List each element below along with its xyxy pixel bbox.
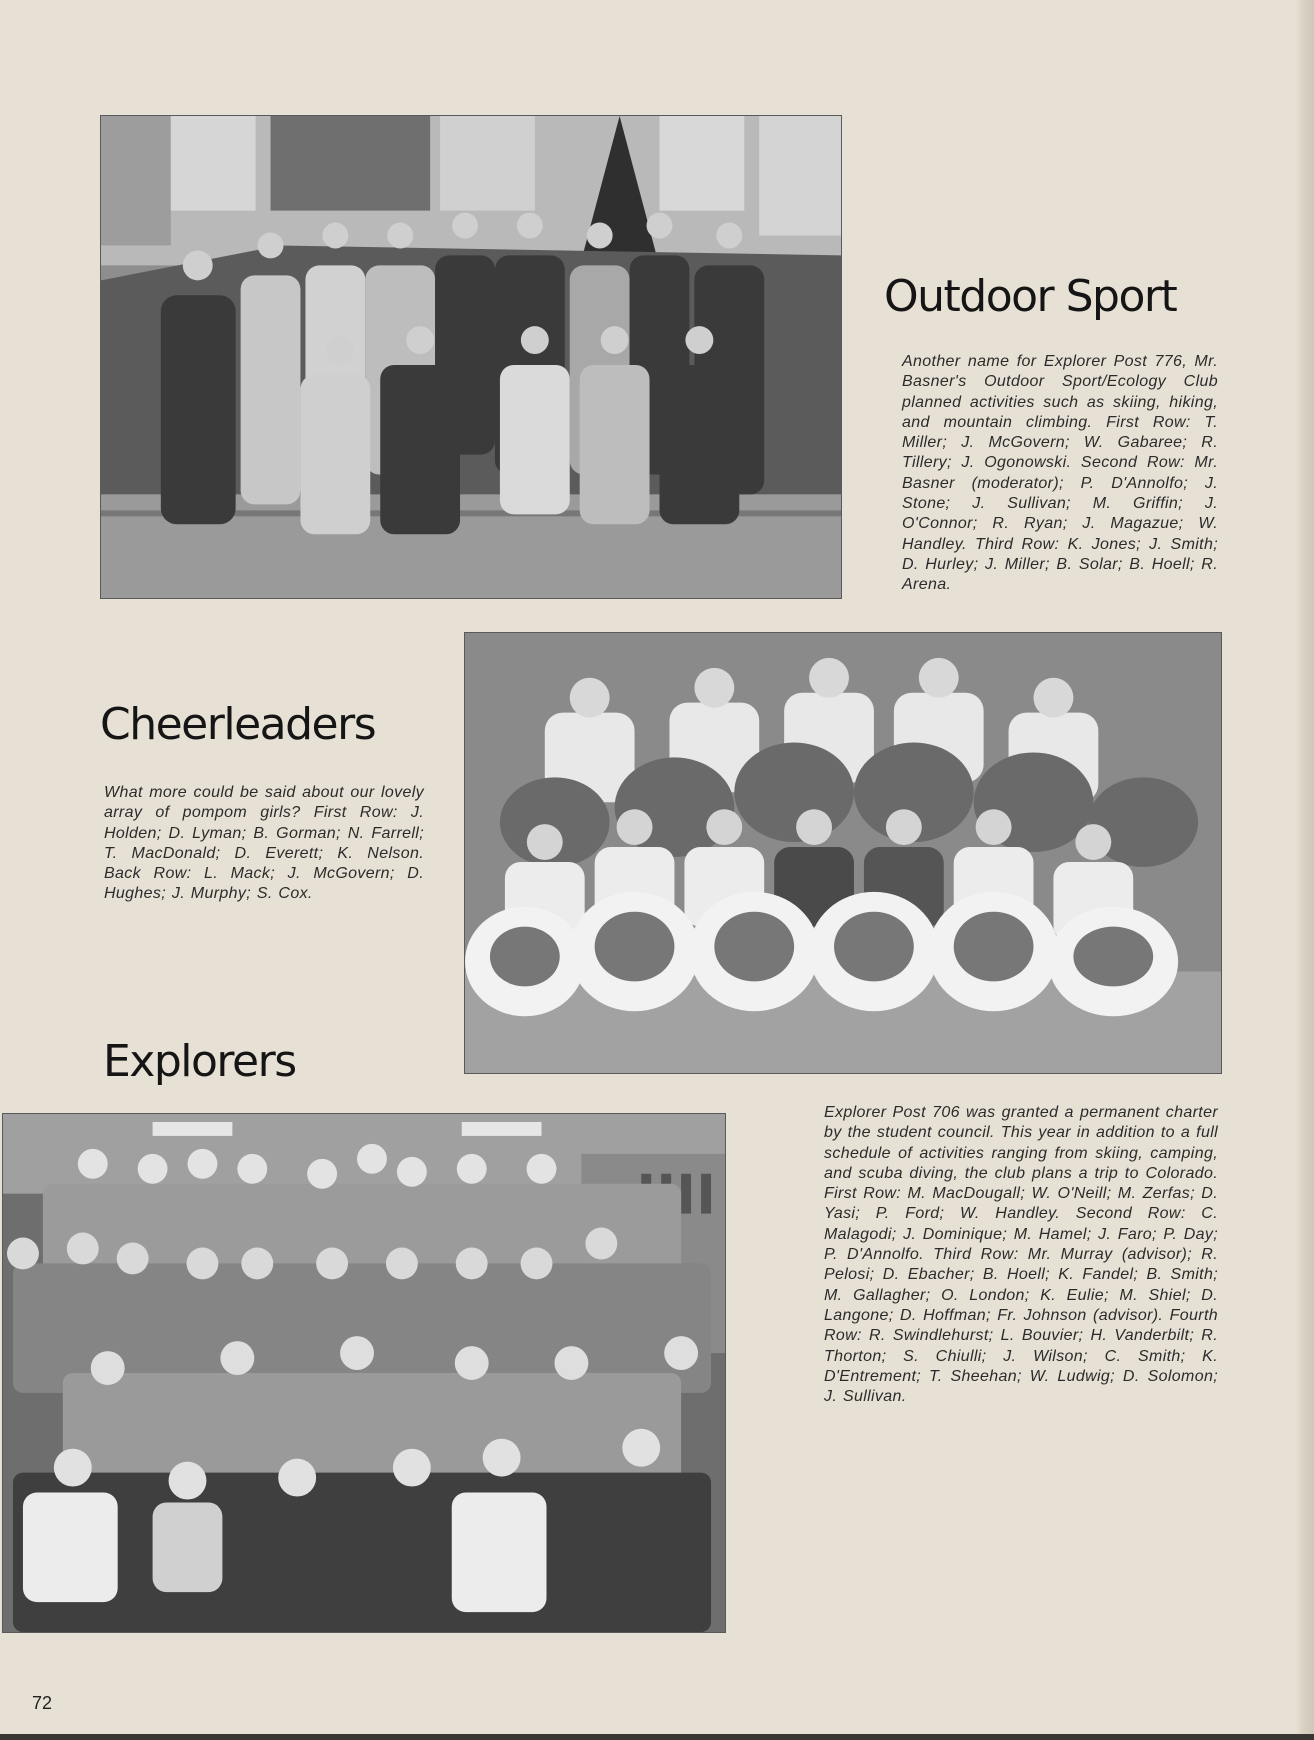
cheerleaders-heading: Cheerleaders	[100, 699, 376, 750]
outdoor-sport-heading: Outdoor Sport	[884, 271, 1177, 322]
page-number: 72	[32, 1693, 53, 1713]
page-bottom-edge	[0, 1734, 1314, 1740]
explorers-heading: Explorers	[103, 1036, 296, 1087]
explorers-photo	[2, 1113, 726, 1633]
outdoor-sport-photo	[100, 115, 842, 599]
outdoor-sport-caption: Another name for Explorer Post 776, Mr. Basner's Outdoor Sport/Ecology Club planned activities such as skiing, hiking, and mountain climbing. First Row: T. Miller; J. McGovern; W. Gabaree; R. Tillery; J. Ogonowski. Second Row: Mr. Basner (moderator); P. D'Annolfo; J. Stone; J. Sullivan; M. Griffin; J. O'Connor; R. Ryan; J. Magazue; W. Handley. Third Row: K. Jones; J. Smith; D. Hurley; J. Miller; B. Solar; B. Hoell; R. Arena.	[902, 353, 1218, 594]
cheerleaders-photo	[464, 632, 1222, 1074]
explorers-caption: Explorer Post 706 was granted a permanent charter by the student council. This year in addition to a full schedule of activities ranging from skiing, camping, and scuba diving, the club plans a trip to Colorado. First Row: M. MacDougall; W. O'Neill; M. Zerfas; D. Yasi; P. Ford; W. Handley. Second Row: C. Malagodi; J. Dominique; M. Hamel; J. Faro; P. Day; P. D'Annolfo. Third Row: Mr. Murray (advisor); R. Pelosi; D. Ebacher; B. Hoell; K. Fandel; B. Smith; M. Gallagher; O. London; K. Eulie; M. Shiel; D. Langone; D. Hoffman; Fr. Johnson (advisor). Fourth Row: R. Swindlehurst; L. Bouvier; H. Vanderbilt; R. Thorton; S. Chiulli; J. Wilson; C. Smith; K. D'Entrement; T. Sheehan; W. Ludwig; D. Solomon; J. Sullivan.	[824, 1104, 1218, 1406]
cheerleaders-caption: What more could be said about our lovely array of pompom girls? First Row: J. Holden; D. Lyman; B. Gorman; N. Farrell; T. MacDonald; D. Everett; K. Nelson. Back Row: L. Mack; J. McGovern; D. Hughes; J. Murphy; S. Cox.	[104, 784, 424, 903]
page-edge	[1296, 0, 1314, 1740]
